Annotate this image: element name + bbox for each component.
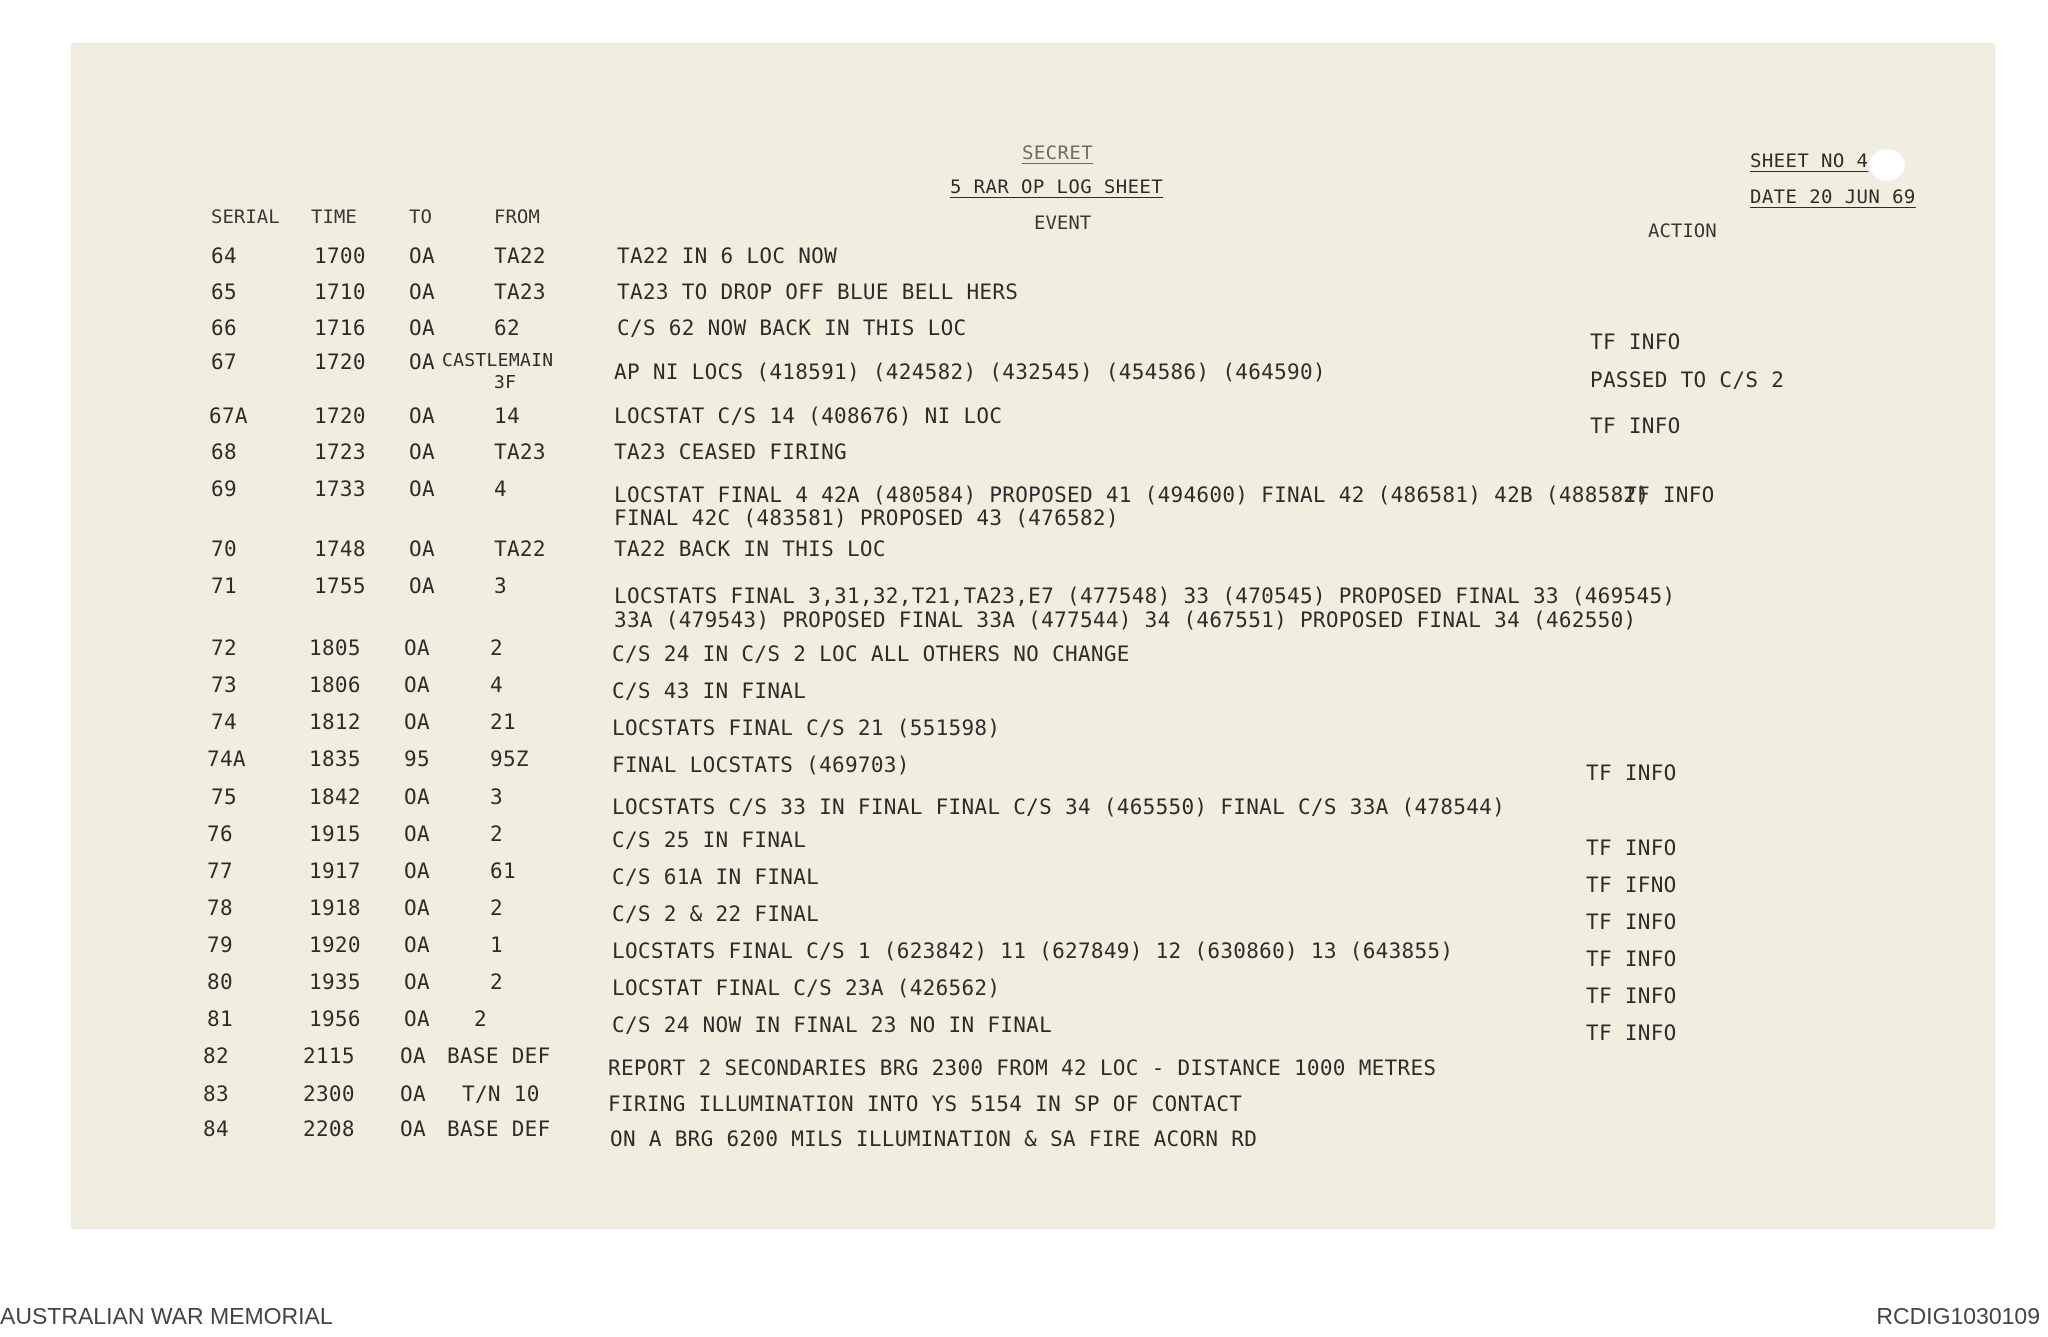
log-row [0, 1117, 2048, 1151]
serial-cell: 72 [211, 636, 237, 660]
header-serial: SERIAL [211, 206, 280, 228]
serial-cell: 76 [207, 822, 233, 846]
from-cell: 4 [494, 477, 507, 501]
time-cell: 1920 [309, 933, 361, 957]
sheet-date: DATE 20 JUN 69 [1750, 186, 1916, 208]
log-row [0, 636, 2048, 666]
time-cell: 1812 [309, 710, 361, 734]
event-cell: FINAL LOCSTATS (469703) [612, 753, 910, 777]
event-cell: TA23 CEASED FIRING [614, 440, 847, 464]
from-cell: 3 [494, 574, 507, 598]
event-cell: TA22 IN 6 LOC NOW [617, 244, 838, 268]
event-cell: C/S 43 IN FINAL [612, 679, 807, 703]
from-cell: BASE DEF [447, 1044, 551, 1068]
from-cell: 2 [490, 970, 503, 994]
header-action: ACTION [1648, 220, 1717, 242]
time-cell: 1835 [309, 747, 361, 771]
document-title: 5 RAR OP LOG SHEET [950, 176, 1164, 198]
time-cell: 1805 [309, 636, 361, 660]
time-cell: 1720 [314, 404, 366, 428]
event-cell: C/S 24 IN C/S 2 LOC ALL OTHERS NO CHANGE [612, 642, 1130, 666]
time-cell: 1733 [314, 477, 366, 501]
to-cell: OA [404, 933, 430, 957]
to-cell: OA [404, 636, 430, 660]
to-cell: OA [404, 859, 430, 883]
log-row [0, 1082, 2048, 1116]
event-cell: C/S 24 NOW IN FINAL 23 NO IN FINAL [612, 1013, 1053, 1037]
log-row [0, 1044, 2048, 1080]
to-cell: 95 [404, 747, 430, 771]
to-cell: OA [404, 710, 430, 734]
log-row [0, 477, 2048, 530]
serial-cell: 69 [211, 477, 237, 501]
log-row [0, 350, 2048, 393]
time-cell: 1748 [314, 537, 366, 561]
log-row [0, 537, 2048, 567]
log-row [0, 673, 2048, 703]
event-cell: AP NI LOCS (418591) (424582) (432545) (454586) (464590) [614, 360, 1326, 384]
from-cell: 2 [474, 1007, 487, 1031]
to-cell: OA [404, 673, 430, 697]
event-cell: REPORT 2 SECONDARIES BRG 2300 FROM 42 LOC - DISTANCE 1000 METRES [608, 1056, 1437, 1080]
to-cell: OA [404, 1007, 430, 1031]
to-cell: OA [409, 440, 435, 464]
event-cell: LOCSTATS FINAL C/S 21 (551598) [612, 716, 1001, 740]
log-row [0, 896, 2048, 934]
from-cell: 4 [490, 673, 503, 697]
from-cell: TA23 [494, 280, 546, 304]
footer-institution: AUSTRALIAN WAR MEMORIAL [0, 1303, 333, 1329]
header-from: FROM [494, 206, 540, 228]
serial-cell: 71 [211, 574, 237, 598]
serial-cell: 84 [203, 1117, 229, 1141]
time-cell: 1755 [314, 574, 366, 598]
from-cell: 95Z [490, 747, 529, 771]
to-cell: OA [409, 316, 435, 340]
log-row [0, 574, 2048, 632]
to-cell: OA [404, 896, 430, 920]
serial-cell: 66 [211, 316, 237, 340]
from-cell: 2 [490, 636, 503, 660]
time-cell: 1842 [309, 785, 361, 809]
from-cell: CASTLEMAIN [442, 350, 554, 371]
event-cell: TA22 BACK IN THIS LOC [614, 537, 886, 561]
from-cell: 21 [490, 710, 516, 734]
serial-cell: 80 [207, 970, 233, 994]
from-cell: 62 [494, 316, 520, 340]
log-row [0, 1007, 2048, 1045]
to-cell: OA [400, 1117, 426, 1141]
action-cell: TF INFO [1586, 910, 1677, 934]
log-row [0, 859, 2048, 897]
to-cell: OA [404, 970, 430, 994]
event-cell: LOCSTATS C/S 33 IN FINAL FINAL C/S 34 (465550) FINAL C/S 33A (478544) [612, 795, 1506, 819]
time-cell: 1720 [314, 350, 366, 374]
from-cell: 61 [490, 859, 516, 883]
time-cell: 2115 [303, 1044, 355, 1068]
serial-cell: 74 [211, 710, 237, 734]
action-cell: PASSED TO C/S 2 [1590, 368, 1785, 392]
action-cell: TF INFO [1586, 1021, 1677, 1045]
to-cell: OA [400, 1044, 426, 1068]
serial-cell: 70 [211, 537, 237, 561]
log-row [0, 440, 2048, 470]
header-time: TIME [311, 206, 357, 228]
event-cell: TA23 TO DROP OFF BLUE BELL HERS [617, 280, 1019, 304]
time-cell: 1710 [314, 280, 366, 304]
serial-cell: 81 [207, 1007, 233, 1031]
serial-cell: 77 [207, 859, 233, 883]
serial-cell: 78 [207, 896, 233, 920]
log-row [0, 244, 2048, 274]
serial-cell: 83 [203, 1082, 229, 1106]
from-cell: TA22 [494, 537, 546, 561]
from-cell: TA22 [494, 244, 546, 268]
event-cell: LOCSTAT FINAL 4 42A (480584) PROPOSED 41 (494600) FINAL 42 (486581) 42B (488582) [614, 483, 1650, 507]
action-cell: TF INFO [1590, 330, 1681, 354]
time-cell: 1716 [314, 316, 366, 340]
log-row [0, 710, 2048, 740]
action-cell: TF INFO [1586, 761, 1677, 785]
from-cell: 1 [490, 933, 503, 957]
time-cell: 1918 [309, 896, 361, 920]
to-cell: OA [409, 350, 435, 374]
to-cell: OA [404, 822, 430, 846]
event-cell: C/S 25 IN FINAL [612, 828, 807, 852]
classification-marking: SECRET [1022, 142, 1094, 164]
from-cell: TA23 [494, 440, 546, 464]
footer-record-id: RCDIG1030109 [1876, 1303, 2040, 1329]
from-cell: 2 [490, 896, 503, 920]
to-cell: OA [409, 477, 435, 501]
header-to: TO [409, 206, 432, 228]
time-cell: 1700 [314, 244, 366, 268]
to-cell: OA [409, 404, 435, 428]
serial-cell: 68 [211, 440, 237, 464]
serial-cell: 79 [207, 933, 233, 957]
log-row [0, 970, 2048, 1008]
action-cell: TF IFNO [1586, 873, 1677, 897]
time-cell: 1915 [309, 822, 361, 846]
time-cell: 1806 [309, 673, 361, 697]
from-cell: 2 [490, 822, 503, 846]
serial-cell: 74A [207, 747, 246, 771]
time-cell: 2208 [303, 1117, 355, 1141]
action-cell: TF INFO [1624, 483, 1715, 507]
time-cell: 1935 [309, 970, 361, 994]
from-cell: 14 [494, 404, 520, 428]
header-event: EVENT [1034, 212, 1092, 234]
from-cell: BASE DEF [447, 1117, 551, 1141]
from-cell: 3 [490, 785, 503, 809]
time-cell: 1723 [314, 440, 366, 464]
action-cell: TF INFO [1586, 836, 1677, 860]
action-cell: TF INFO [1586, 947, 1677, 971]
log-row [0, 785, 2048, 819]
action-cell: TF INFO [1586, 984, 1677, 1008]
event-cell: C/S 2 & 22 FINAL [612, 902, 820, 926]
to-cell: OA [409, 280, 435, 304]
time-cell: 1956 [309, 1007, 361, 1031]
event-cell: LOCSTAT FINAL C/S 23A (426562) [612, 976, 1001, 1000]
serial-cell: 73 [211, 673, 237, 697]
event-cell: ON A BRG 6200 MILS ILLUMINATION & SA FIRE ACORN RD [610, 1127, 1258, 1151]
to-cell: OA [404, 785, 430, 809]
to-cell: OA [409, 574, 435, 598]
event-cell: LOCSTAT C/S 14 (408676) NI LOC [614, 404, 1003, 428]
log-row [0, 822, 2048, 860]
to-cell: OA [409, 537, 435, 561]
to-cell: OA [409, 244, 435, 268]
time-cell: 2300 [303, 1082, 355, 1106]
serial-cell: 64 [211, 244, 237, 268]
serial-cell: 67A [209, 404, 248, 428]
event-cell: C/S 62 NOW BACK IN THIS LOC [617, 316, 967, 340]
serial-cell: 67 [211, 350, 237, 374]
action-cell: TF INFO [1590, 414, 1681, 438]
serial-cell: 82 [203, 1044, 229, 1068]
time-cell: 1917 [309, 859, 361, 883]
event-cell: FIRING ILLUMINATION INTO YS 5154 IN SP OF CONTACT [608, 1092, 1243, 1116]
event-cell: LOCSTATS FINAL C/S 1 (623842) 11 (627849) 12 (630860) 13 (643855) [612, 939, 1454, 963]
from-cell: T/N 10 [462, 1082, 540, 1106]
serial-cell: 65 [211, 280, 237, 304]
event-cell-line2: FINAL 42C (483581) PROPOSED 43 (476582) [614, 506, 1119, 530]
serial-cell: 75 [211, 785, 237, 809]
event-cell: LOCSTATS FINAL 3,31,32,T21,TA23,E7 (477548) 33 (470545) PROPOSED FINAL 33 (469545) [614, 584, 1676, 608]
from-cell-line2: 3F [494, 372, 517, 393]
log-row [0, 747, 2048, 785]
event-cell: C/S 61A IN FINAL [612, 865, 820, 889]
log-row [0, 316, 2048, 354]
event-cell-line2: 33A (479543) PROPOSED FINAL 33A (477544) 34 (467551) PROPOSED FINAL 34 (462550) [614, 608, 1637, 632]
sheet-number: SHEET NO 4 [1750, 150, 1869, 172]
log-row [0, 280, 2048, 310]
punch-hole [1868, 148, 1906, 182]
to-cell: OA [400, 1082, 426, 1106]
log-row [0, 933, 2048, 971]
log-row [0, 404, 2048, 438]
